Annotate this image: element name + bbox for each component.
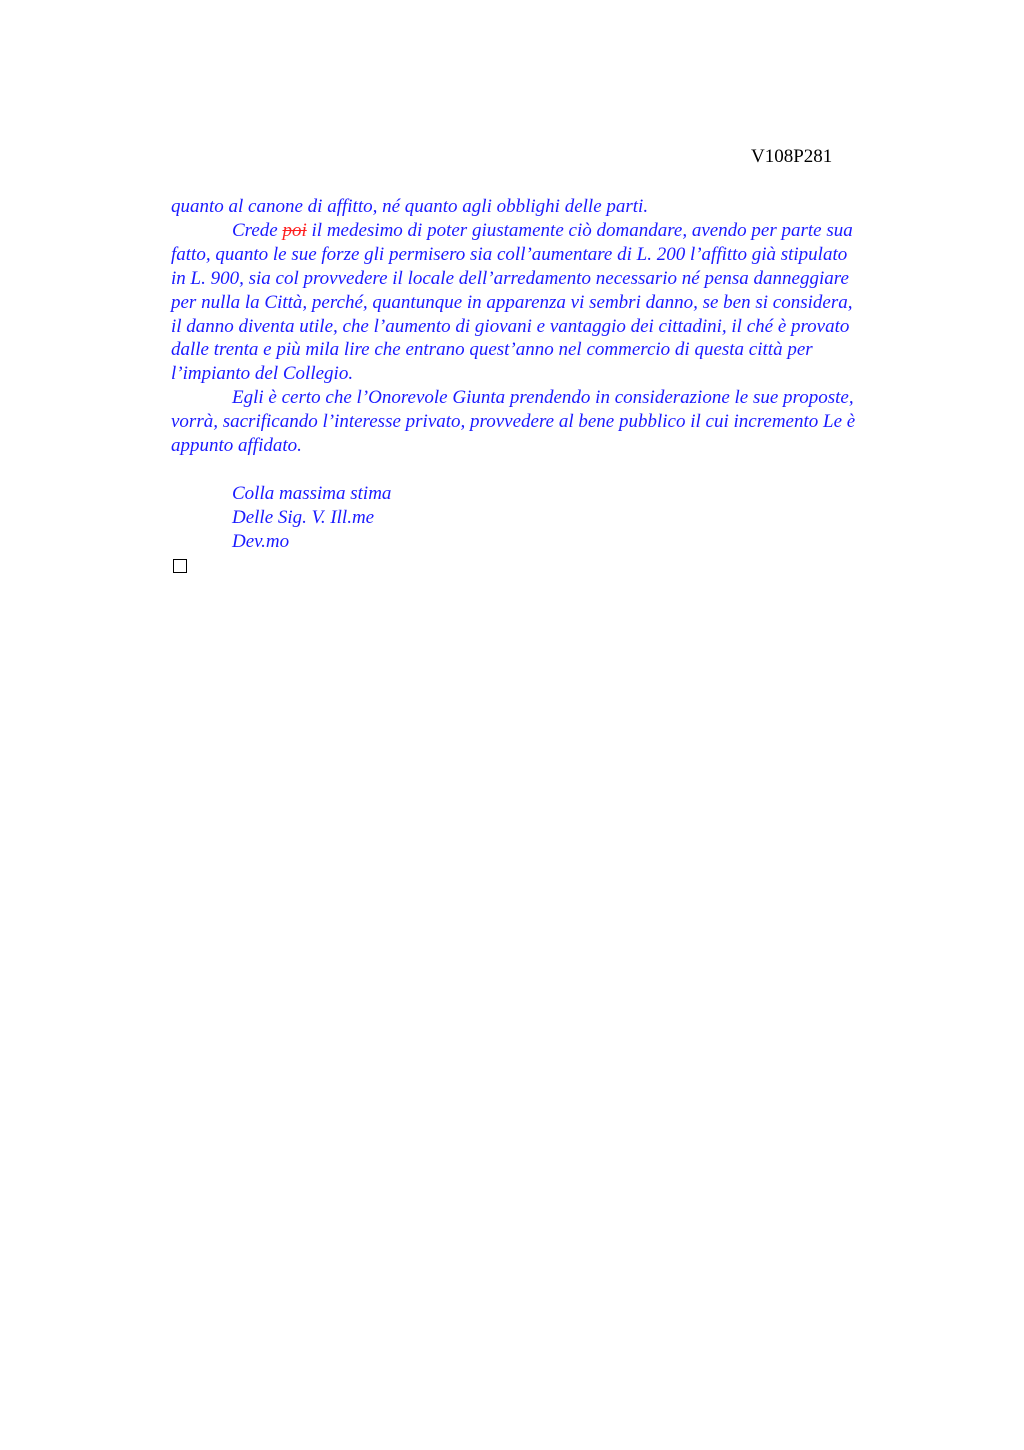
closing-line-2: Delle Sig. V. Ill.me (232, 506, 375, 528)
blank-line (171, 458, 931, 482)
body-line-10: vorrà, sacrificando l’interesse privato, provvedere al bene pubblico il cui incremento Le è (171, 411, 856, 433)
closing-line-1: Colla massima stima (232, 482, 392, 504)
body-line-5: per nulla la Città, perché, quantunque in apparenza vi sembri danno, se ben si considera, (171, 291, 853, 313)
empty-square-icon (173, 559, 187, 573)
body-line-4: in L. 900, sia col provvedere il locale dell’arredamento necessario né pensa danneggiare (171, 267, 849, 289)
body-line-9: Egli è certo che l’Onorevole Giunta prendendo in considerazione le sue proposte, (232, 387, 854, 409)
deleted-word: poi (282, 219, 307, 241)
paragraph-start: Crede (232, 219, 283, 241)
body-line-8: l’impianto del Collegio. (171, 363, 354, 385)
document-body (171, 195, 931, 579)
body-line-11: appunto affidato. (171, 435, 302, 457)
body-line-7: dalle trenta e più mila lire che entrano quest’anno nel commercio di questa città per (171, 339, 813, 361)
body-line-6: il danno diventa utile, che l’aumento di giovani e vantaggio dei cittadini, il ché è provato (171, 315, 850, 337)
paragraph-continuation: il medesimo di poter giustamente ciò domandare, avendo per parte sua (306, 219, 853, 241)
checkbox-row (171, 554, 931, 580)
body-line-3: fatto, quanto le sue forze gli permisero sia coll’aumentare di L. 200 l’affitto già stipulato (171, 243, 848, 265)
body-line-1: quanto al canone di affitto, né quanto agli obblighi delle parti. (171, 196, 649, 217)
page-id: V108P281 (751, 146, 833, 167)
body-line-2 (171, 219, 931, 243)
closing-line-3: Dev.mo (232, 530, 290, 552)
